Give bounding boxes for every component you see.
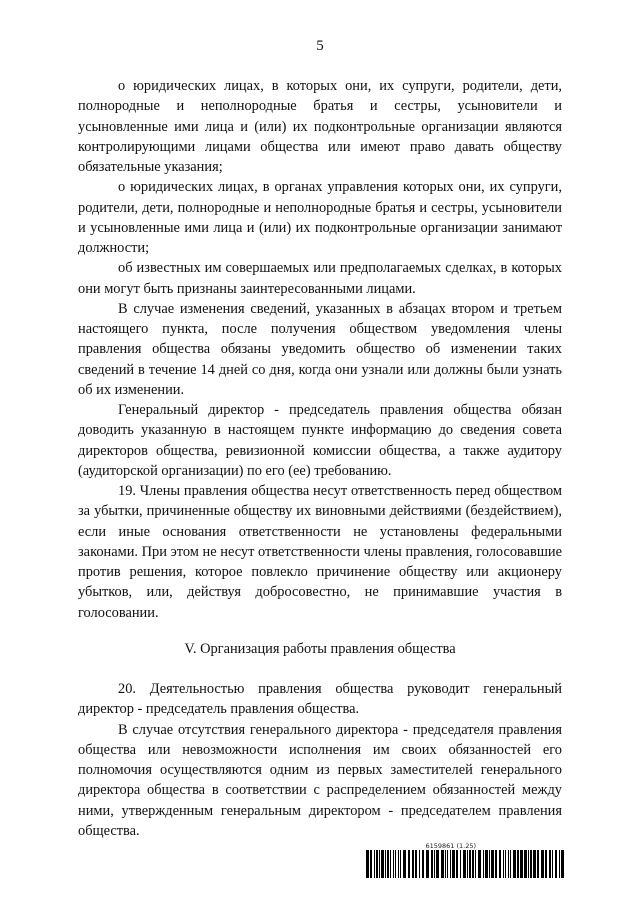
paragraph: 20. Деятельностью правления общества руководит генеральный директор - председатель правления общества. [78, 681, 562, 718]
paragraph: 19. Члены правления общества несут ответственность перед обществом за убытки, причиненные обществу их виновными действиями (бездействием), если иные основания ответственности не установлены федеральными законами. При этом не несут ответственности члены правления, голосовавшие против решения, которое повлекло причинение обществу или акционеру убытков, или, действуя добросовестно, не принимавшие участия в голосовании. [78, 483, 562, 621]
document-body [78, 76, 562, 841]
barcode-block [366, 842, 564, 878]
paragraph: о юридических лицах, в органах управления которых они, их супруги, родители, дети, полнородные и неполнородные братья и сестры, усыновители и усыновленные ими лица и (или) их подконтрольные организации занимают должности; [78, 179, 562, 256]
paragraph: о юридических лицах, в которых они, их супруги, родители, дети, полнородные и неполнородные братья и сестры, усыновители и усыновленные ими лица и (или) их подконтрольные организации являются контролирующими лицами общества или имеют право давать обществу обязательные указания; [78, 78, 562, 175]
barcode-id: 6159861 (1.25) [425, 842, 476, 850]
paragraph: В случае отсутствия генерального директора - председателя правления общества или невозможности исполнения им своих обязанностей его полномочия осуществляются одним из первых заместителей генерального директора общества в соответствии с распределением обязанностей между ними, утвержденным генеральным директором - председателем правления общества. [78, 721, 562, 839]
page-number: 5 [316, 38, 324, 54]
barcode-icon [366, 850, 564, 878]
paragraph: В случае изменения сведений, указанных в абзацах втором и третьем настоящего пункта, после получения обществом уведомления члены правления общества обязаны уведомить общество об изменении таких сведений в течение 14 дней со дня, когда они узнали или должны были узнать об их изменении. [78, 300, 562, 398]
paragraph: Генеральный директор - председатель правления общества обязан доводить указанную в настоящем пункте информацию до сведения совета директоров общества, ревизионной комиссии общества, а также аудитору (аудиторской организации) по его (ее) требованию. [78, 402, 562, 479]
section-heading: V. Организация работы правления общества [184, 640, 456, 657]
paragraph: об известных им совершаемых или предполагаемых сделках, в которых они могут быть признаны заинтересованными лицами. [78, 260, 562, 297]
